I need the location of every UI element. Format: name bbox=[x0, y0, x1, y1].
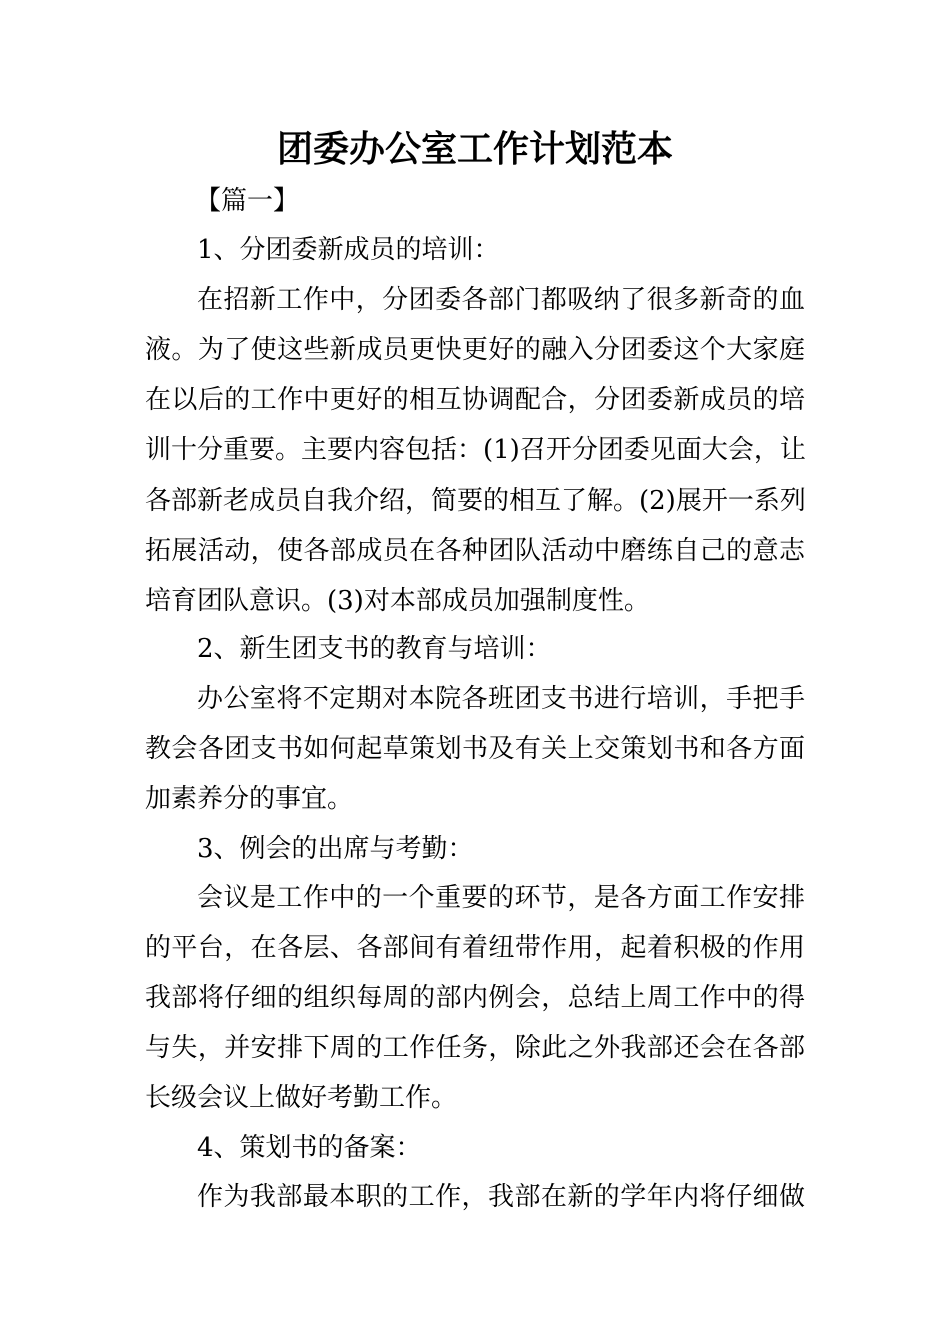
paragraph-line: 办公室将不定期对本院各班团支书进行培训，手把手 bbox=[197, 684, 805, 714]
paragraph-line: 我部将仔细的组织每周的部内例会，总结上周工作中的得 bbox=[145, 983, 805, 1013]
paragraph-line: 拓展活动，使各部成员在各种团队活动中磨练自己的意志 bbox=[145, 536, 805, 566]
item-2-heading: 2、新生团支书的教育与培训： bbox=[197, 634, 552, 664]
paragraph-line: 各部新老成员自我介绍，简要的相互了解。(2)展开一系列 bbox=[145, 486, 806, 516]
paragraph-line: 加素养分的事宜。 bbox=[145, 784, 354, 814]
paragraph-line: 教会各团支书如何起草策划书及有关上交策划书和各方面 bbox=[145, 734, 805, 764]
document-title: 团委办公室工作计划范本 bbox=[276, 129, 673, 170]
paragraph-line: 与失，并安排下周的工作任务，除此之外我部还会在各部 bbox=[145, 1033, 805, 1063]
paragraph-line: 长级会议上做好考勤工作。 bbox=[145, 1083, 458, 1113]
paragraph-line: 作为我部最本职的工作，我部在新的学年内将仔细做 bbox=[197, 1182, 805, 1212]
item-4-heading: 4、策划书的备案： bbox=[197, 1133, 422, 1163]
paragraph-line: 的平台，在各层、各部间有着纽带作用，起着积极的作用 bbox=[145, 933, 805, 963]
item-1-heading: 1、分团委新成员的培训： bbox=[197, 235, 500, 265]
paragraph-line: 在以后的工作中更好的相互协调配合，分团委新成员的培 bbox=[145, 385, 805, 415]
paragraph-line: 会议是工作中的一个重要的环节，是各方面工作安排 bbox=[197, 883, 805, 913]
paragraph-line: 培育团队意识。(3)对本部成员加强制度性。 bbox=[145, 586, 650, 616]
section-tag: 【篇一】 bbox=[195, 186, 300, 216]
paragraph-line: 训十分重要。主要内容包括：(1)召开分团委见面大会，让 bbox=[145, 435, 806, 465]
paragraph-line: 在招新工作中，分团委各部门都吸纳了很多新奇的血 bbox=[197, 285, 805, 315]
item-3-heading: 3、例会的出席与考勤： bbox=[197, 834, 474, 864]
paragraph-line: 液。为了使这些新成员更快更好的融入分团委这个大家庭 bbox=[145, 335, 805, 365]
